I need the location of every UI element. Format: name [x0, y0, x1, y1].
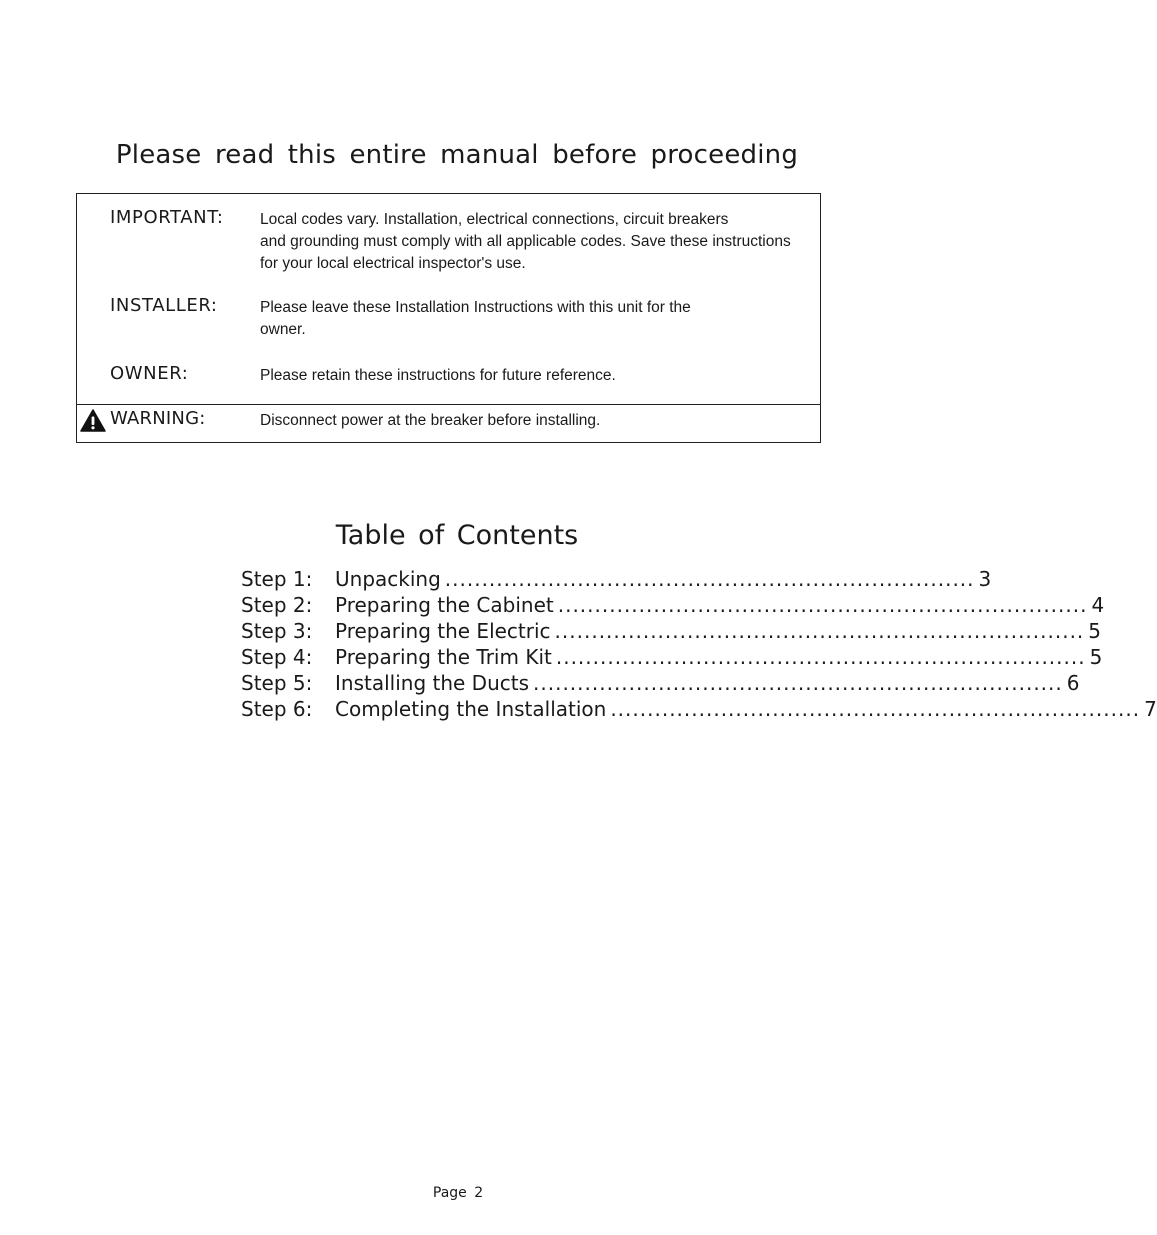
toc-leader-dots: ........................................................................ [555, 645, 1086, 669]
toc-step: Step 6: [241, 697, 313, 721]
toc-page-number: 5 [1088, 619, 1102, 643]
page-number: Page 2 [432, 1185, 484, 1201]
toc-page-number: 7 [1144, 697, 1157, 721]
notice-label-installer: INSTALLER: [110, 295, 218, 316]
toc-page-number: 4 [1091, 593, 1105, 617]
toc-leader-dots: ........................................................................ [557, 593, 1088, 617]
warning-triangle-icon [80, 409, 106, 432]
toc-entry [335, 696, 1157, 722]
notice-line: and grounding must comply with all applicable codes. Save these instructions [260, 233, 791, 250]
toc-entry [335, 566, 992, 592]
toc-entry-title: Completing the Installation [335, 697, 607, 721]
toc-entry [335, 618, 1102, 644]
table-of-contents [241, 566, 1157, 722]
toc-item[interactable] [241, 618, 1102, 644]
notice-line: Please retain these instructions for future reference. [260, 367, 616, 384]
toc-leader-dots: ........................................................................ [610, 697, 1141, 721]
toc-item[interactable] [241, 696, 1157, 722]
notice-text-owner [260, 365, 820, 387]
toc-page-number: 3 [978, 567, 992, 591]
toc-step: Step 2: [241, 593, 313, 617]
page-headline: Please read this entire manual before proceeding [115, 140, 799, 170]
toc-entry-title: Preparing the Cabinet [335, 593, 554, 617]
toc-entry-title: Preparing the Electric [335, 619, 551, 643]
toc-entry [335, 592, 1105, 618]
toc-entry [335, 670, 1080, 696]
toc-entry [335, 644, 1103, 670]
toc-item[interactable] [241, 566, 992, 592]
notice-label-warning: WARNING: [110, 408, 206, 429]
notice-text-warning [260, 410, 820, 432]
notice-box [76, 193, 821, 443]
notice-text-installer [260, 297, 820, 341]
toc-entry-title: Unpacking [335, 567, 441, 591]
toc-entry-title: Preparing the Trim Kit [335, 645, 552, 669]
toc-item[interactable] [241, 592, 1105, 618]
notice-text-important [260, 209, 820, 275]
notice-divider [77, 404, 820, 405]
notice-line: Local codes vary. Installation, electrical connections, circuit breakers [260, 211, 729, 228]
notice-label-owner: OWNER: [110, 363, 189, 384]
toc-page-number: 5 [1089, 645, 1103, 669]
toc-leader-dots: ........................................................................ [554, 619, 1085, 643]
notice-label-important: IMPORTANT: [110, 207, 224, 228]
notice-line: owner. [260, 321, 306, 338]
toc-item[interactable] [241, 644, 1103, 670]
toc-title: Table of Contents [335, 520, 579, 551]
toc-item[interactable] [241, 670, 1080, 696]
toc-step: Step 3: [241, 619, 313, 643]
notice-line: Please leave these Installation Instructions with this unit for the [260, 299, 691, 316]
notice-line: Disconnect power at the breaker before installing. [260, 412, 601, 429]
toc-entry-title: Installing the Ducts [335, 671, 530, 695]
toc-step: Step 5: [241, 671, 313, 695]
toc-page-number: 6 [1066, 671, 1080, 695]
toc-step: Step 4: [241, 645, 313, 669]
toc-leader-dots: ........................................................................ [444, 567, 975, 591]
toc-step: Step 1: [241, 567, 313, 591]
toc-leader-dots: ........................................................................ [533, 671, 1063, 695]
notice-line: for your local electrical inspector's use. [260, 255, 526, 272]
